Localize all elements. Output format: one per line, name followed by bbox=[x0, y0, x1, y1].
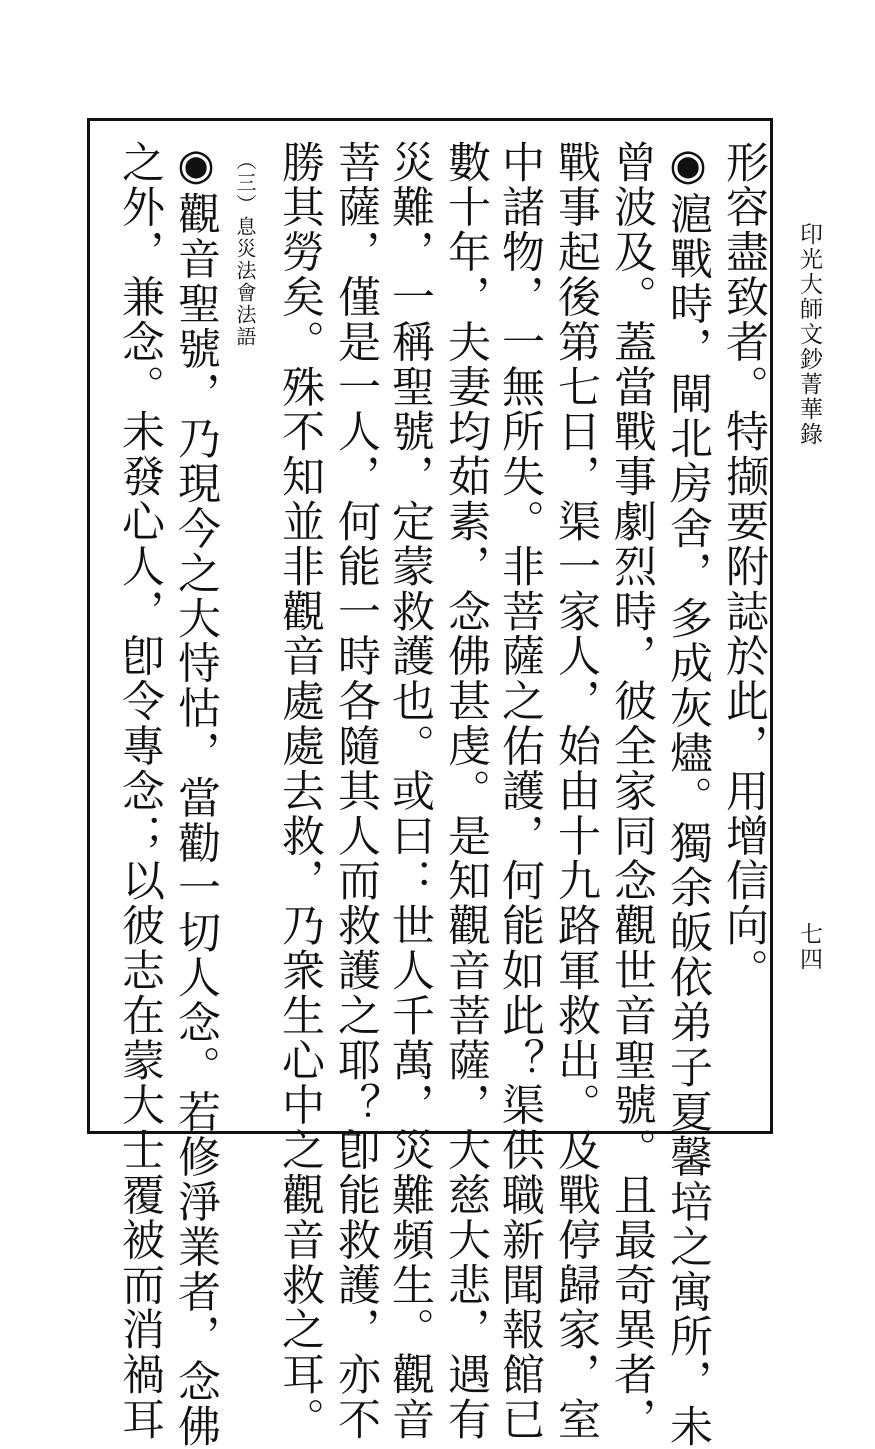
text-column-5: 中諸物，一無所失。非菩薩之佑護，何能如此？渠供職新聞報館已 bbox=[495, 140, 545, 1443]
text-column-4: 戰事起後第七日，渠一家人，始由十九路軍救出。及戰停歸家，室 bbox=[551, 140, 601, 1443]
text-column-6: 數十年，夫妻均茹素，念佛甚虔。是知觀音菩薩，大慈大悲，遇有 bbox=[441, 140, 491, 1443]
text-column-9: 勝其勞矣。殊不知並非觀音處處去救，乃衆生心中之觀音救之耳。 bbox=[275, 140, 325, 1443]
text-column-3: 曾波及。蓋當戰事劇烈時，彼全家同念觀世音聖號。且最奇異者， bbox=[607, 140, 657, 1443]
text-column-2: ◉滬戰時，閘北房舍，多成灰燼。獨余皈依弟子夏馨培之寓所，未 bbox=[663, 140, 713, 1449]
section-heading: （三）息災法會法語 bbox=[233, 150, 257, 348]
text-column-1: 形容盡致者。特撷要附誌於此，用增信向。 bbox=[719, 140, 769, 994]
text-column-7: 災難，一稱聖號，定蒙救護也。或曰：世人千萬，災難頻生。觀音 bbox=[385, 140, 435, 1443]
text-column-10: ◉觀音聖號，乃現今之大恃怙，當勸一切人念。若修淨業者，念佛 bbox=[171, 140, 221, 1449]
running-head: 印光大師文鈔菁華錄 bbox=[796, 222, 822, 447]
page-number: 七四 bbox=[796, 922, 822, 972]
text-column-8: 菩薩，僅是一人，何能一時各隨其人而救護之耶？卽能救護，亦不 bbox=[331, 140, 381, 1443]
text-column-11: 之外，兼念。未發心人，卽令專念；以彼志在蒙大士覆被而消禍耳 bbox=[115, 140, 165, 1443]
